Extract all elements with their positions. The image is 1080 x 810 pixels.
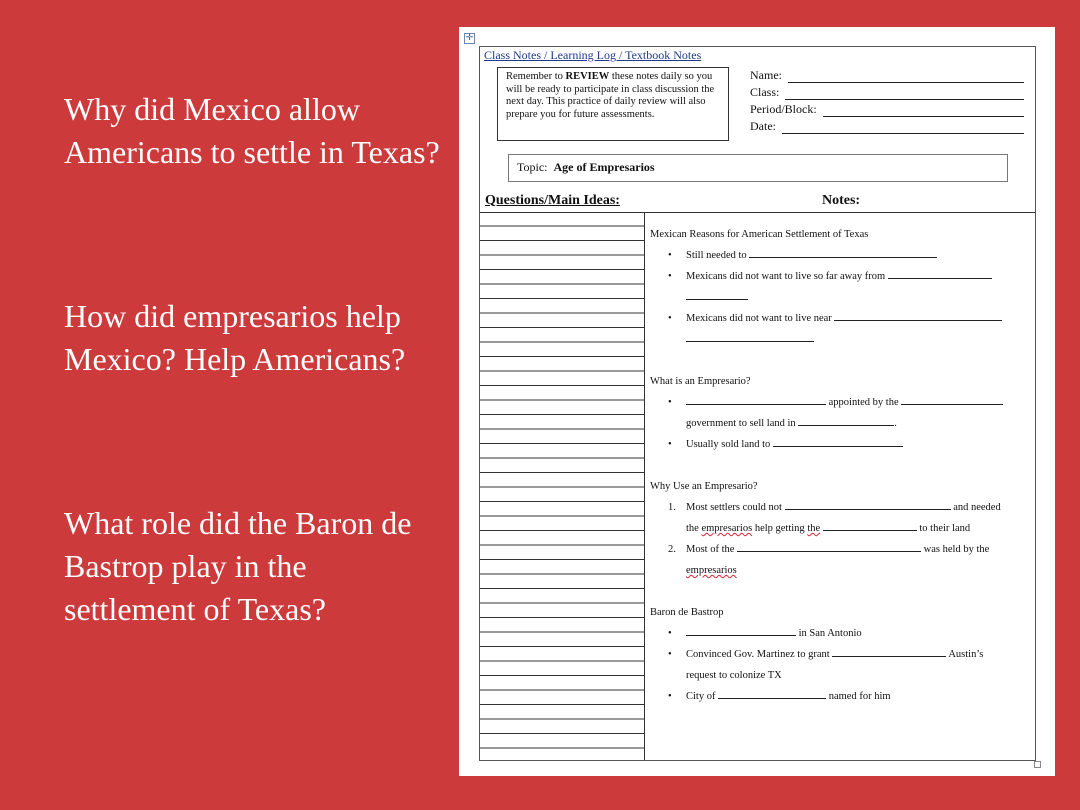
section-title: Baron de Bastrop	[650, 607, 724, 618]
list-item-cont: the empresarios help getting the to their land	[650, 518, 1030, 539]
review-reminder-box: Remember to REVIEW these notes daily so you will be ready to participate in class discussion the next day. This practice of daily review will also prepare you for future assessments.	[497, 67, 729, 141]
worksheet-title: Class Notes / Learning Log / Textbook Notes	[484, 48, 702, 62]
list-item: • Convinced Gov. Martinez to grant Austin’s	[650, 644, 1030, 665]
date-field[interactable]: Date:	[750, 117, 1040, 134]
topic-box: Topic: Age of Empresarios	[508, 154, 1008, 182]
name-field[interactable]: Name:	[750, 66, 1040, 83]
section-title: What is an Empresario?	[650, 376, 751, 387]
list-item: • City of named for him	[650, 686, 1030, 707]
question-2: How did empresarios help Mexico? Help Americans?	[64, 298, 406, 377]
list-item: • appointed by the	[650, 392, 1030, 413]
list-item-cont	[650, 329, 1030, 350]
period-field[interactable]: Period/Block:	[750, 100, 1040, 117]
question-3: What role did the Baron de Bastrop play in the settlement of Texas?	[64, 505, 412, 627]
list-item: • Usually sold land to	[650, 434, 1030, 455]
list-item-cont	[650, 287, 1030, 308]
list-item: • in San Antonio	[650, 623, 1030, 644]
list-item: • Mexicans did not want to live so far away from	[650, 266, 1030, 287]
list-item: 1. Most settlers could not and needed	[650, 497, 1030, 518]
list-item-cont: empresarios	[686, 565, 737, 576]
list-item-cont: government to sell land in .	[650, 413, 1030, 434]
list-item: • Mexicans did not want to live near	[650, 308, 1030, 329]
questions-column-header: Questions/Main Ideas:	[485, 193, 620, 208]
resize-handle-icon[interactable]	[1034, 761, 1041, 768]
list-item: 2. Most of the was held by the	[650, 539, 1030, 560]
list-item: • Still needed to	[650, 245, 1030, 266]
question-lines	[480, 212, 644, 760]
question-1: Why did Mexico allow Americans to settle in Texas?	[64, 91, 440, 170]
list-item-cont: request to colonize TX	[686, 670, 782, 681]
student-info	[750, 66, 1040, 134]
review-emphasis: REVIEW	[565, 71, 610, 82]
class-field[interactable]: Class:	[750, 83, 1040, 100]
section-title: Mexican Reasons for American Settlement of Texas	[650, 229, 869, 240]
topic-value: Age of Empresarios	[553, 160, 655, 174]
notes-worksheet	[459, 27, 1055, 776]
notes-content	[650, 224, 1030, 707]
move-handle-icon[interactable]: ✛	[465, 33, 474, 43]
worksheet-frame	[479, 46, 1036, 761]
section-title: Why Use an Empresario?	[650, 481, 758, 492]
notes-column-header: Notes:	[822, 193, 861, 208]
